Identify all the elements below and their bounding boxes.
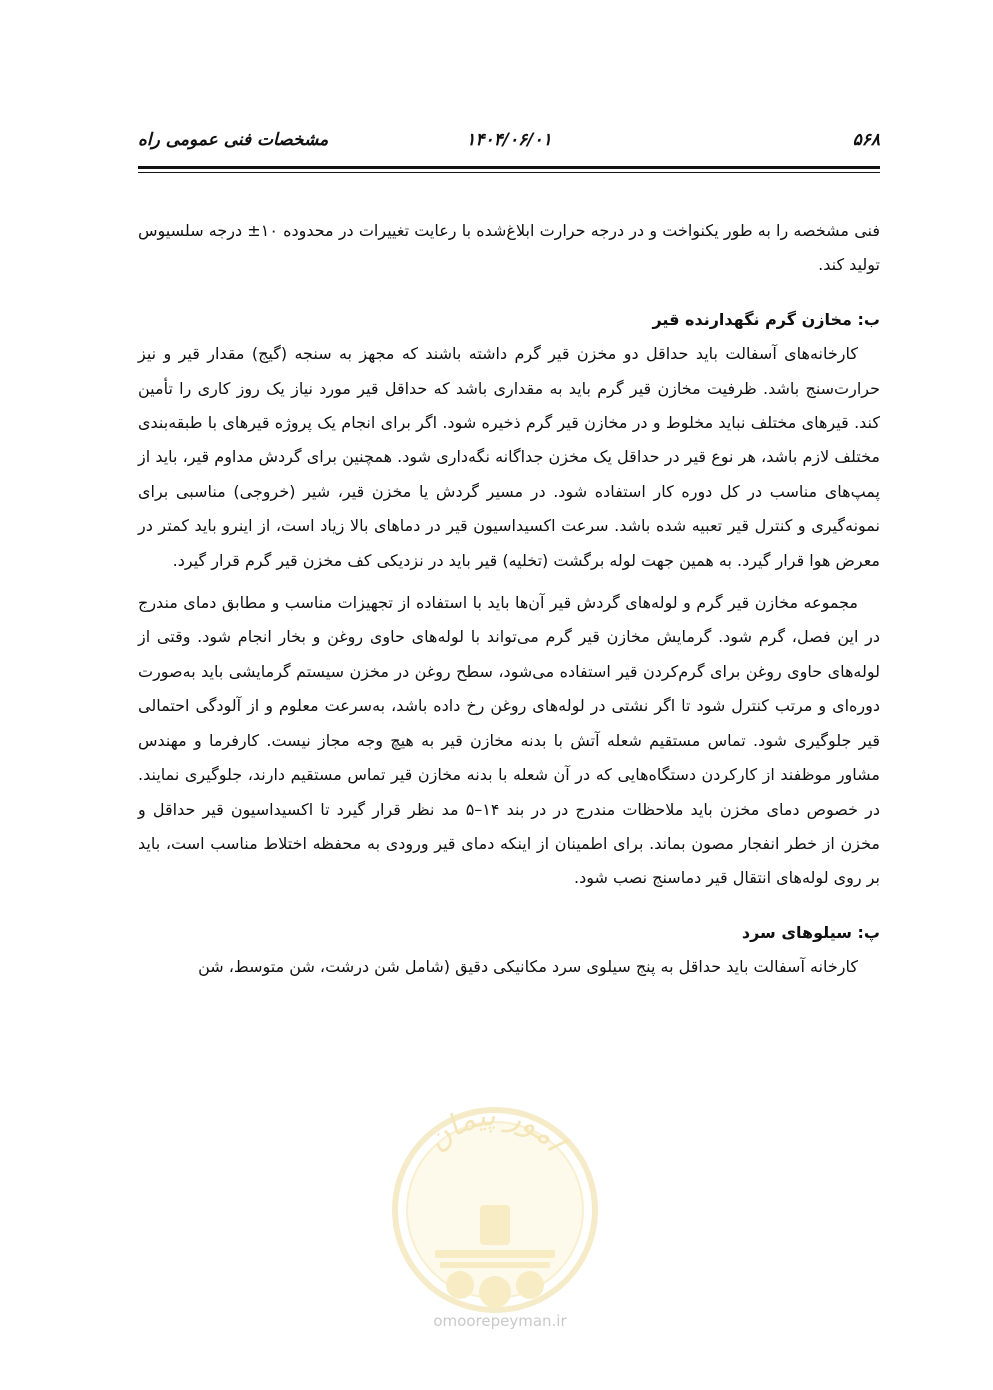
page-number: ۵۶۸	[852, 130, 880, 150]
section-b-paragraph-1: کارخانه‌های آسفالت باید حداقل دو مخزن قیر گرم داشته باشند که مجهز به سنجه (گیج) مقدار قیر و نیز حرارت‌سنج باشد. ظرفیت مخازن قیر گرم باید به مقداری باشد که حداقل قیر مورد نیاز یک روز کاری را تأمین کند. قیرهای مختلف نباید مخلوط و در مخازن قیر گرم ذخیره شود. اگر برای انجام یک پروژه قیرهای با طبقه‌بندی مختلف لازم باشد، هر نوع قیر در حداقل یک مخزن جداگانه نگه‌داری شود. همچنین برای گردش مداوم قیر، باید از پمپ‌های مناسب در کل دوره کار استفاده شود. در مسیر گردش یا مخزن قیر، شیر (خروجی) مناسبی برای نمونه‌گیری و کنترل قیر تعبیه شده باشد. سرعت اکسیداسیون قیر در دماهای بالا زیاد است، از اینرو باید کمتر در معرض هوا قرار گیرد. به همین جهت لوله برگشت (تخلیه) قیر باید در نزدیکی کف مخزن قیر گرم قرار گیرد.	[138, 344, 880, 570]
header-rule-thin	[138, 172, 880, 173]
section-b-heading: ب: مخازن گرم نگهدارنده قیر	[652, 309, 880, 329]
intro-paragraph: فنی مشخصه را به طور یکنواخت و در درجه حرارت ابلاغ‌شده با رعایت تغییرات در محدوده ۱۰± درجه سلسیوس تولید کند.	[138, 221, 881, 275]
page-header	[138, 126, 880, 162]
document-body	[138, 214, 880, 985]
section-p-heading: پ: سیلوهای سرد	[741, 922, 880, 942]
header-rule-thick	[138, 166, 880, 169]
header-title: مشخصات فنی عمومی راه	[138, 130, 329, 150]
watermark-logo-text: امور پیمان	[419, 1100, 572, 1159]
watermark-site-text: omoorepeyman.ir	[433, 1312, 567, 1330]
section-b-paragraph-2: مجموعه مخازن قیر گرم و لوله‌های گردش قیر آن‌ها باید با استفاده از تجهیزات مناسب و مطابق دمای مندرج در این فصل، گرم شود. گرمایش مخازن قیر گرم می‌تواند با لوله‌های حاوی روغن و بخار انجام شود. وقتی از لوله‌های حاوی روغن برای گرم‌کردن قیر استفاده می‌شود، سطح روغن در مخزن سیستم گرمایشی باید به‌صورت دوره‌ای و مرتب کنترل شود تا اگر نشتی در لوله‌های روغن رخ داده باشد، به‌سرعت معلوم و از آلودگی احتمالی قیر جلوگیری شود. تماس مستقیم شعله آتش با بدنه مخازن قیر به هیچ وجه مجاز نیست. کارفرما و مهندس مشاور موظفند از کارکردن دستگاه‌هایی که در آن شعله با بدنه مخازن قیر تماس مستقیم دارند، جلوگیری نمایند. در خصوص دمای مخزن باید ملاحظات مندرج در در بند ۱۴–۵ مد نظر قرار گیرد تا اکسیداسیون قیر حداقل و مخزن از خطر انفجار مصون بماند. برای اطمینان از اینکه دمای قیر ورودی به محفظه اختلاط مناسب است، باید بر روی لوله‌های انتقال قیر دماسنج نصب شود.	[138, 593, 881, 888]
watermark-logo-icon	[380, 1100, 610, 1330]
section-p-paragraph-1: کارخانه آسفالت باید حداقل به پنج سیلوی سرد مکانیکی دقیق (شامل شن درشت، شن متوسط، شن	[198, 957, 858, 977]
header-date: ۱۴۰۴/۰۶/۰۱	[466, 130, 552, 150]
